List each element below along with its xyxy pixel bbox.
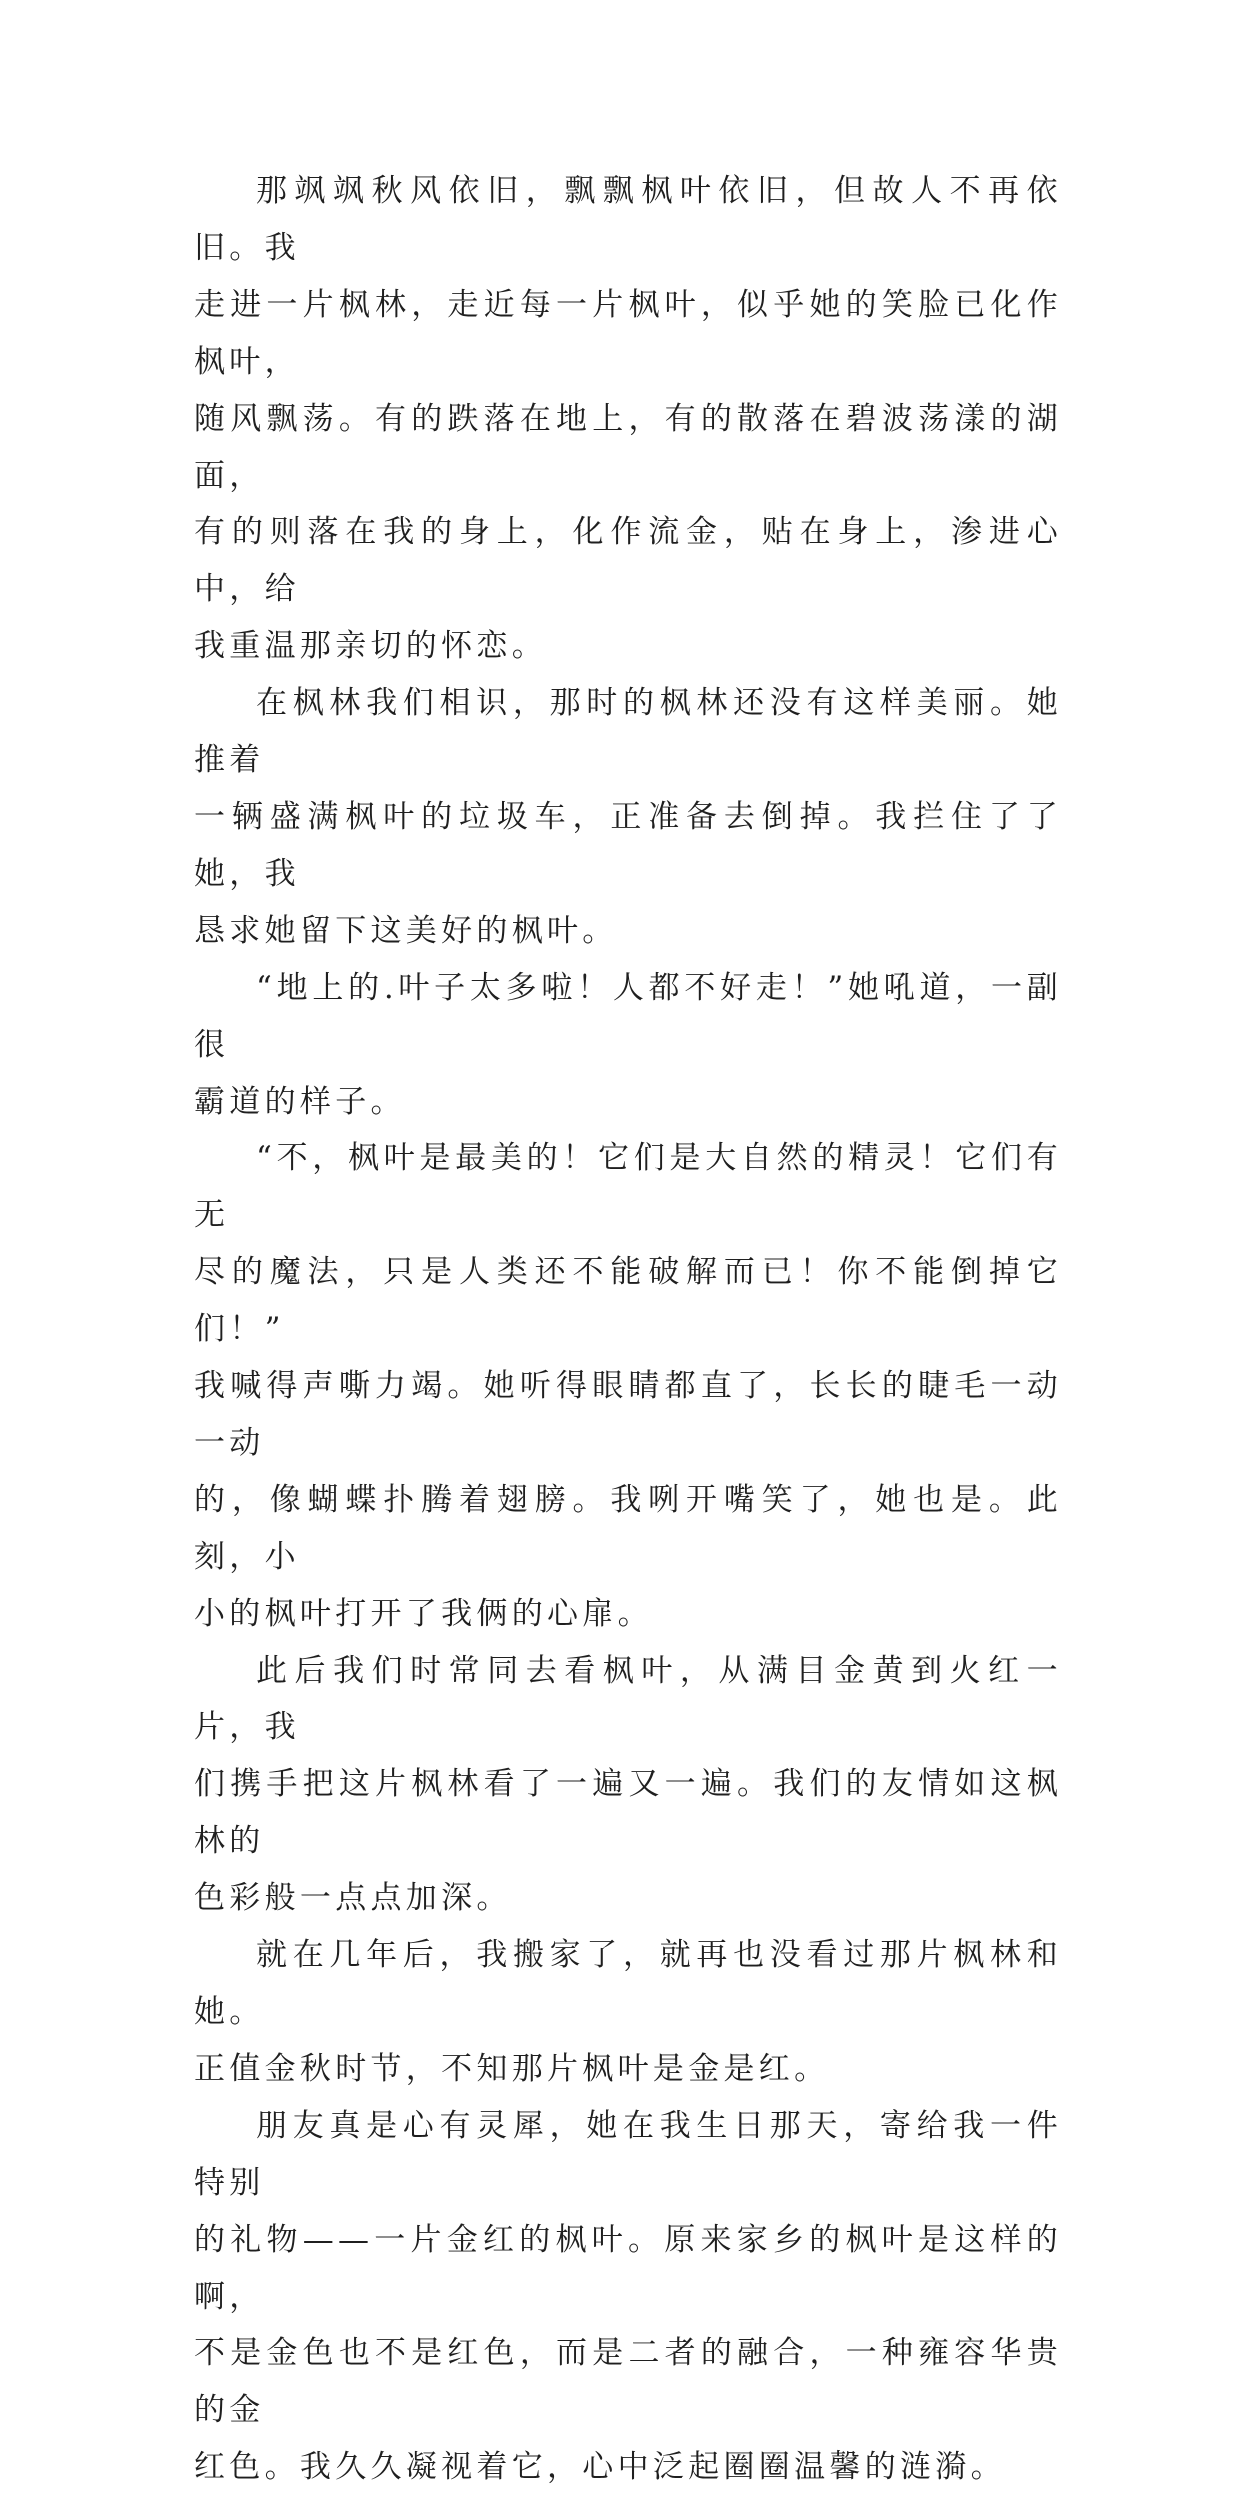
paragraph: “不，枫叶是最美的！它们是大自然的精灵！它们有无 尽的魔法，只是人类还不能破解而已！你不能倒掉它们！” 我喊得声嘶力竭。她听得眼睛都直了，长长的睫毛一动一动 的，像蝴蝶扑腾着翅膀。我咧开嘴笑了，她也是。此刻，小 小的枫叶打开了我俩的心扉。 <box>194 1140 1062 1632</box>
article-body <box>194 163 1062 2496</box>
paragraph: 就在几年后，我搬家了，就再也没看过那片枫林和她。 正值金秋时节，不知那片枫叶是金是红。 <box>194 1937 1062 2087</box>
paragraph: 在枫林我们相识，那时的枫林还没有这样美丽。她推着 一辆盛满枫叶的垃圾车，正准备去倒掉。我拦住了了她，我 恳求她留下这美好的枫叶。 <box>194 685 1062 949</box>
paragraph: 那飒飒秋风依旧，飘飘枫叶依旧，但故人不再依旧。我 走进一片枫林，走近每一片枫叶，似乎她的笑脸已化作枫叶， 随风飘荡。有的跌落在地上，有的散落在碧波荡漾的湖面， 有的则落在我的身上，化作流金，贴在身上，渗进心中，给 我重温那亲切的怀恋。 <box>194 173 1062 665</box>
paragraph: “地上的.叶子太多啦！人都不好走！”她吼道，一副很 霸道的样子。 <box>194 969 1062 1120</box>
paragraph: 朋友真是心有灵犀，她在我生日那天，寄给我一件特别 的礼物——一片金红的枫叶。原来家乡的枫叶是这样的啊， 不是金色也不是红色，而是二者的融合，一种雍容华贵的金 红色。我久久凝视着它，心中泛起圈圈温馨的涟漪。 <box>194 2107 1062 2486</box>
paragraph: 此后我们时常同去看枫叶，从满目金黄到火红一片，我 们携手把这片枫林看了一遍又一遍。我们的友情如这枫林的 色彩般一点点加深。 <box>194 1652 1062 1917</box>
